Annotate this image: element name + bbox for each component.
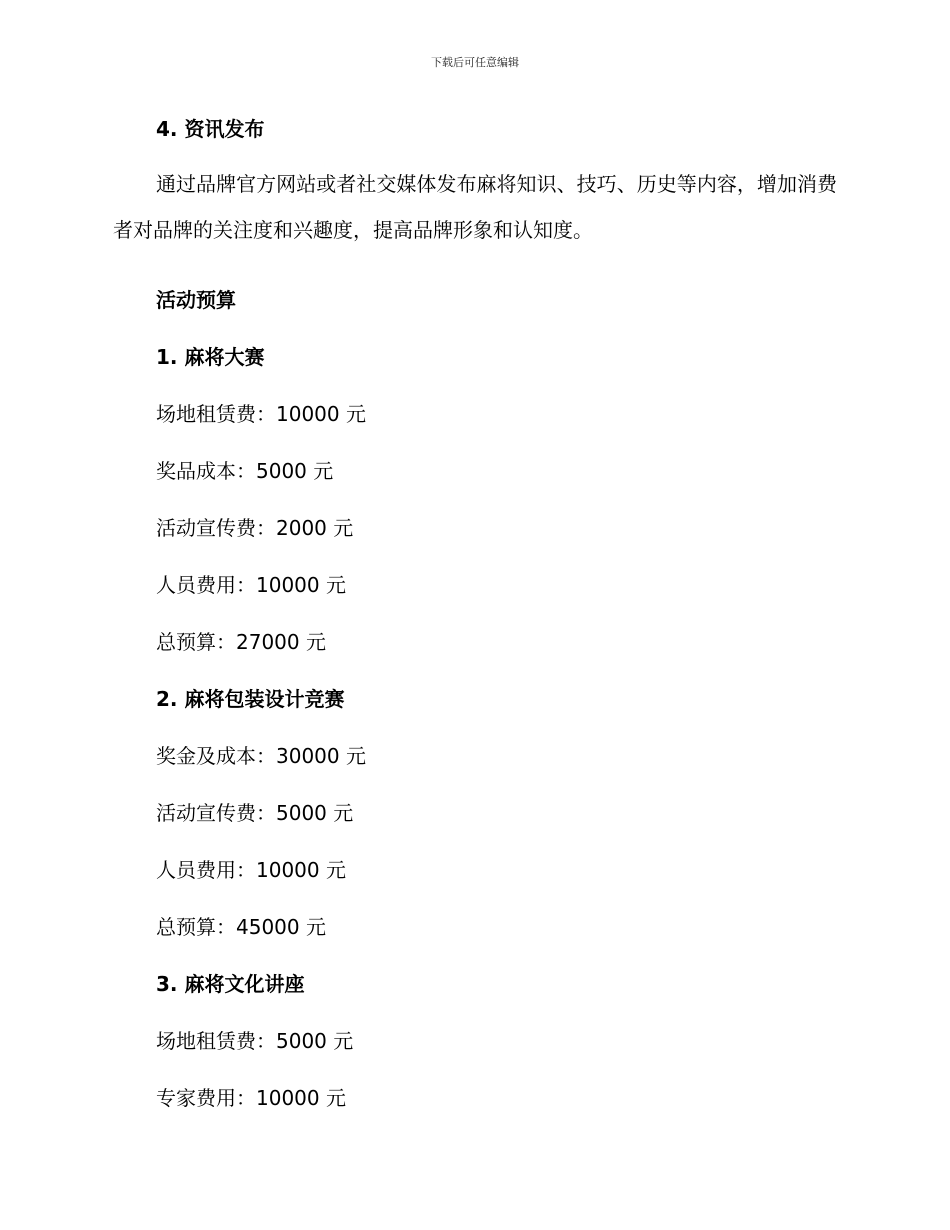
budget-item: 活动宣传费：2000 元 [156,516,354,540]
budget-item: 奖品成本：5000 元 [156,459,334,483]
budget-title: 活动预算 [156,288,236,312]
section-heading-news: 4. 资讯发布 [156,117,265,141]
document-body [113,113,837,1139]
budget-total: 总预算：27000 元 [156,630,326,654]
budget-item: 奖金及成本：30000 元 [156,744,366,768]
budget-item: 场地租赁费：10000 元 [156,402,366,426]
budget-item: 场地租赁费：5000 元 [156,1029,354,1053]
news-paragraph: 通过品牌官方网站或者社交媒体发布麻将知识、技巧、历史等内容，增加消费者对品牌的关注度和兴趣度，提高品牌形象和认知度。 [113,172,837,242]
budget-group-heading: 1. 麻将大赛 [156,345,265,369]
budget-total: 总预算：45000 元 [156,915,326,939]
budget-item: 专家费用：10000 元 [156,1086,346,1110]
budget-item: 活动宣传费：5000 元 [156,801,354,825]
budget-item: 人员费用：10000 元 [156,573,346,597]
page-header-note: 下载后可任意编辑 [431,56,519,69]
budget-group-heading: 2. 麻将包装设计竞赛 [156,687,345,711]
budget-item: 人员费用：10000 元 [156,858,346,882]
budget-group-heading: 3. 麻将文化讲座 [156,972,305,996]
